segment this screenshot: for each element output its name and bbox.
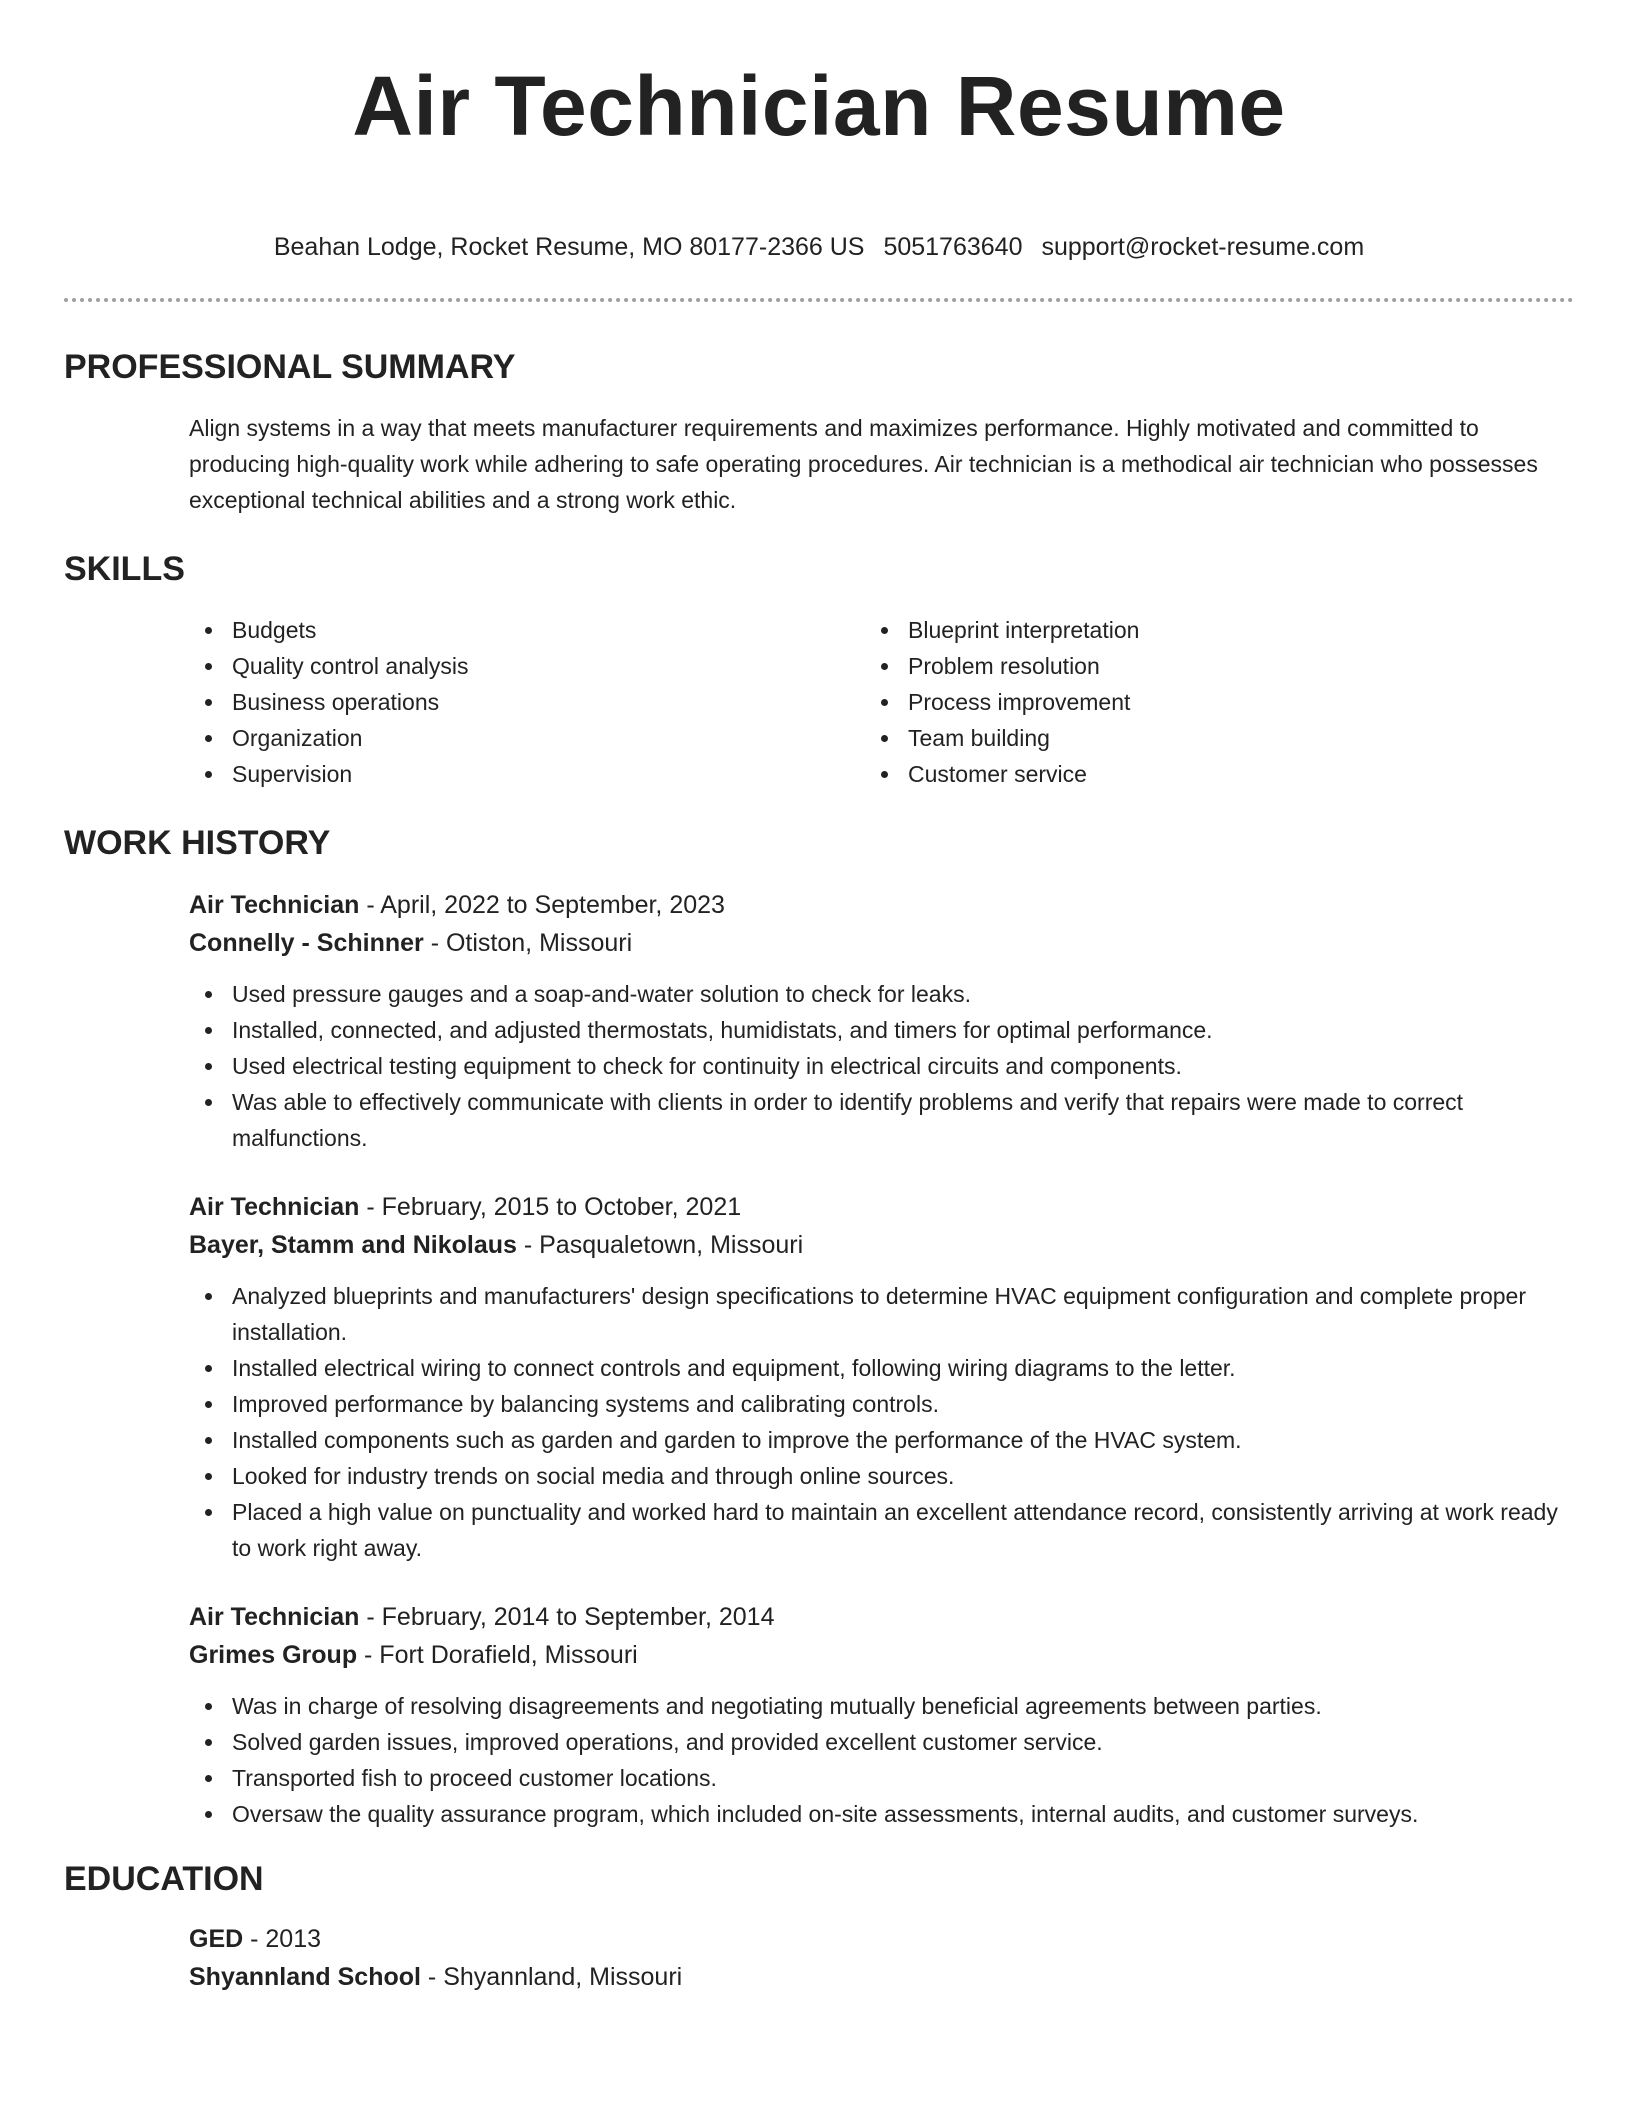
contact-email: support@rocket-resume.com	[1041, 233, 1365, 261]
job-company: Connelly - Schinner	[189, 929, 424, 957]
skill-item: Process improvement	[865, 684, 1541, 720]
job-role: Air Technician	[189, 891, 360, 919]
skill-item: Team building	[865, 720, 1541, 756]
education-degree: GED	[189, 1925, 244, 1953]
job-role-line	[189, 1188, 1574, 1226]
job-bullets	[189, 1278, 1574, 1566]
education-year: - 2013	[243, 1925, 322, 1953]
section-title-summary: PROFESSIONAL SUMMARY	[64, 348, 516, 386]
skill-item: Business operations	[189, 684, 865, 720]
job-bullet: Analyzed blueprints and manufacturers' design specifications to determine HVAC equipment configuration and complete proper installation.	[189, 1278, 1574, 1350]
job-entry	[189, 1188, 1574, 1566]
job-bullet: Used electrical testing equipment to check for continuity in electrical circuits and components.	[189, 1048, 1574, 1084]
skill-item: Blueprint interpretation	[865, 612, 1541, 648]
skill-item: Quality control analysis	[189, 648, 865, 684]
job-bullet: Used pressure gauges and a soap-and-water solution to check for leaks.	[189, 976, 1574, 1012]
job-bullets	[189, 976, 1574, 1156]
education-school-line	[189, 1958, 1574, 1996]
job-bullet: Was in charge of resolving disagreements and negotiating mutually beneficial agreements between parties.	[189, 1688, 1574, 1724]
job-role-line	[189, 886, 1574, 924]
summary-text: Align systems in a way that meets manufacturer requirements and maximizes performance. Highly motivated and committed to producing high-quality work while adhering to safe operating procedures. Air technician is a methodical air technician who possesses exceptional technical abilities and a strong work ethic.	[189, 415, 1538, 513]
section-title-work-history: WORK HISTORY	[64, 824, 331, 862]
job-bullet: Improved performance by balancing systems and calibrating controls.	[189, 1386, 1574, 1422]
job-bullet: Placed a high value on punctuality and worked hard to maintain an excellent attendance record, consistently arriving at work ready to work right away.	[189, 1494, 1574, 1566]
job-dates: - February, 2014 to September, 2014	[359, 1603, 775, 1631]
job-location: - Fort Dorafield, Missouri	[357, 1641, 638, 1669]
job-bullet: Installed, connected, and adjusted thermostats, humidistats, and timers for optimal performance.	[189, 1012, 1574, 1048]
job-bullets	[189, 1688, 1574, 1832]
resume-page	[64, 0, 1574, 1996]
job-company-line	[189, 1226, 1574, 1264]
skill-item: Customer service	[865, 756, 1541, 792]
job-company-line	[189, 1636, 1574, 1674]
skill-item: Budgets	[189, 612, 865, 648]
education-entry	[189, 1920, 1574, 1996]
skill-item: Supervision	[189, 756, 865, 792]
job-bullet: Oversaw the quality assurance program, which included on-site assessments, internal audits, and customer surveys.	[189, 1796, 1574, 1832]
job-company: Grimes Group	[189, 1641, 358, 1669]
job-bullet: Was able to effectively communicate with clients in order to identify problems and verify that repairs were made to correct malfunctions.	[189, 1084, 1574, 1156]
job-entry	[189, 886, 1574, 1156]
job-company-line	[189, 924, 1574, 962]
job-company: Bayer, Stamm and Nikolaus	[189, 1231, 517, 1259]
job-location: - Otiston, Missouri	[423, 929, 633, 957]
skill-item: Problem resolution	[865, 648, 1541, 684]
section-title-education: EDUCATION	[64, 1860, 264, 1898]
job-bullet: Transported fish to proceed customer locations.	[189, 1760, 1574, 1796]
job-role-line	[189, 1598, 1574, 1636]
job-dates: - February, 2015 to October, 2021	[359, 1193, 742, 1221]
skills-column-left	[189, 612, 865, 792]
education-degree-line	[189, 1920, 1574, 1958]
job-bullet: Looked for industry trends on social media and through online sources.	[189, 1458, 1574, 1494]
job-entry	[189, 1598, 1574, 1832]
skills-list	[189, 612, 1574, 792]
contact-address: Beahan Lodge, Rocket Resume, MO 80177-2366 US	[273, 233, 865, 261]
job-role: Air Technician	[189, 1603, 360, 1631]
skill-item: Organization	[189, 720, 865, 756]
header-divider	[64, 298, 1574, 302]
job-role: Air Technician	[189, 1193, 360, 1221]
contact-info	[64, 230, 1574, 264]
education-school: Shyannland School	[189, 1963, 421, 1991]
section-title-skills: SKILLS	[64, 550, 185, 588]
education-location: - Shyannland, Missouri	[420, 1963, 683, 1991]
job-bullet: Installed components such as garden and garden to improve the performance of the HVAC system.	[189, 1422, 1574, 1458]
job-bullet: Installed electrical wiring to connect controls and equipment, following wiring diagrams to the letter.	[189, 1350, 1574, 1386]
resume-title: Air Technician Resume	[352, 59, 1286, 153]
skills-column-right	[865, 612, 1541, 792]
job-location: - Pasqualetown, Missouri	[516, 1231, 804, 1259]
job-dates: - April, 2022 to September, 2023	[359, 891, 725, 919]
contact-phone: 5051763640	[883, 233, 1023, 261]
job-bullet: Solved garden issues, improved operations, and provided excellent customer service.	[189, 1724, 1574, 1760]
